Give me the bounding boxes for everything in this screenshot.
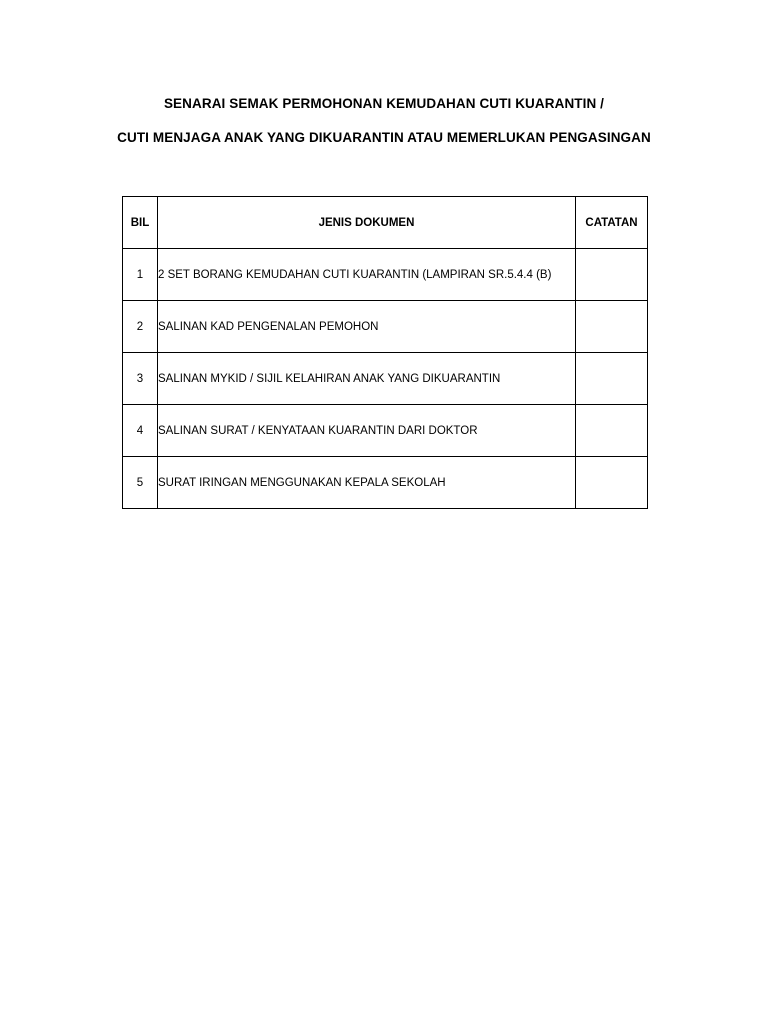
checklist-table [122,196,648,509]
row-number: 4 [123,405,158,457]
row-document: SALINAN MYKID / SIJIL KELAHIRAN ANAK YANG DIKUARANTIN [158,353,576,405]
header-jenis-dokumen: JENIS DOKUMEN [158,197,576,249]
row-number: 2 [123,301,158,353]
table-row [123,301,648,353]
row-document: SALINAN SURAT / KENYATAAN KUARANTIN DARI DOKTOR [158,405,576,457]
row-document: SURAT IRINGAN MENGGUNAKAN KEPALA SEKOLAH [158,457,576,509]
row-number: 5 [123,457,158,509]
title-line-1: SENARAI SEMAK PERMOHONAN KEMUDAHAN CUTI KUARANTIN / [163,96,605,111]
row-number: 3 [123,353,158,405]
row-remarks [576,301,648,353]
table-row [123,457,648,509]
table-header-row [123,197,648,249]
row-remarks [576,405,648,457]
row-remarks [576,249,648,301]
row-number: 1 [123,249,158,301]
table-row [123,353,648,405]
row-document: SALINAN KAD PENGENALAN PEMOHON [158,301,576,353]
title-line-2: CUTI MENJAGA ANAK YANG DIKUARANTIN ATAU MEMERLUKAN PENGASINGAN [117,130,651,145]
header-bil: BIL [123,197,158,249]
row-remarks [576,353,648,405]
header-catatan: CATATAN [576,197,648,249]
row-document: 2 SET BORANG KEMUDAHAN CUTI KUARANTIN (LAMPIRAN SR.5.4.4 (B) [158,249,576,301]
row-remarks [576,457,648,509]
table-row [123,405,648,457]
table-row [123,249,648,301]
document-title [0,94,768,148]
